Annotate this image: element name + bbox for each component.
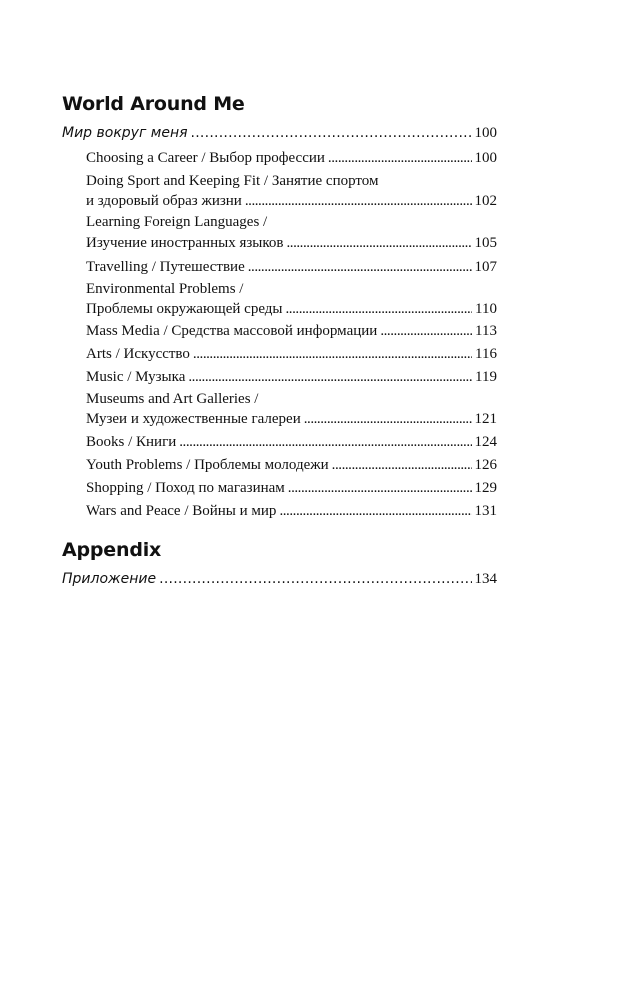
toc-entry-label: Travelling / Путешествие xyxy=(86,259,245,275)
toc-entry[interactable] xyxy=(86,408,497,430)
dot-leader xyxy=(188,366,472,388)
toc-entry[interactable] xyxy=(86,343,497,365)
toc-subtitle-row[interactable] xyxy=(62,122,497,144)
dot-leader xyxy=(193,343,472,365)
page-number: 124 xyxy=(474,434,497,450)
page-number: 119 xyxy=(475,369,497,385)
dot-leader xyxy=(288,477,472,499)
toc-entry[interactable] xyxy=(86,454,497,476)
toc-entry-label: Музеи и художественные галереи xyxy=(86,411,301,427)
toc-entry[interactable] xyxy=(86,366,497,388)
page-number: 107 xyxy=(474,259,497,275)
toc-entry-label: Проблемы окружающей среды xyxy=(86,301,283,317)
page-number: 131 xyxy=(474,503,497,519)
toc-subtitle-row[interactable] xyxy=(62,568,497,590)
dot-leader xyxy=(159,568,471,590)
toc-entry[interactable] xyxy=(86,147,497,169)
page-number: 100 xyxy=(474,150,497,166)
toc-subtitle-label: Мир вокруг меня xyxy=(62,125,188,141)
toc-entry[interactable] xyxy=(86,298,497,320)
toc-entry-line1[interactable]: Environmental Problems / xyxy=(86,281,244,297)
toc-entry-label: Music / Музыка xyxy=(86,369,186,385)
toc-entry[interactable] xyxy=(86,431,497,453)
dot-leader xyxy=(380,320,472,342)
dot-leader xyxy=(279,500,471,522)
toc-entry[interactable] xyxy=(86,232,497,254)
page-number: 134 xyxy=(474,571,497,587)
page-number: 116 xyxy=(475,346,497,362)
toc-entry-label: Wars and Peace / Войны и мир xyxy=(86,503,277,519)
dot-leader xyxy=(328,147,472,169)
dot-leader xyxy=(304,408,472,430)
dot-leader xyxy=(248,256,472,278)
page-number: 110 xyxy=(475,301,497,317)
dot-leader xyxy=(332,454,472,476)
toc-entry-line1[interactable]: Doing Sport and Keeping Fit / Занятие спортом xyxy=(86,173,379,189)
toc-entry[interactable] xyxy=(86,500,497,522)
toc-entry-label: Изучение иностранных языков xyxy=(86,235,284,251)
section-title-world-around-me: World Around Me xyxy=(62,93,245,115)
page-number: 102 xyxy=(474,193,497,209)
page-number: 100 xyxy=(474,125,497,141)
dot-leader xyxy=(286,232,471,254)
toc-entry-label: и здоровый образ жизни xyxy=(86,193,242,209)
page-number: 126 xyxy=(474,457,497,473)
toc-entry-line1[interactable]: Learning Foreign Languages / xyxy=(86,214,268,230)
toc-entry[interactable] xyxy=(86,190,497,212)
toc-entry-label: Youth Problems / Проблемы молодежи xyxy=(86,457,329,473)
page-number: 129 xyxy=(474,480,497,496)
toc-entry-label: Arts / Искусство xyxy=(86,346,190,362)
toc-entry-label: Books / Книги xyxy=(86,434,177,450)
toc-entry[interactable] xyxy=(86,477,497,499)
dot-leader xyxy=(179,431,471,453)
toc-subtitle-label: Приложение xyxy=(62,571,157,587)
toc-entry-label: Shopping / Поход по магазинам xyxy=(86,480,285,496)
page-number: 105 xyxy=(474,235,497,251)
toc-entry-label: Mass Media / Средства массовой информации xyxy=(86,323,378,339)
dot-leader xyxy=(245,190,472,212)
dot-leader xyxy=(286,298,473,320)
section-title-appendix: Appendix xyxy=(62,539,162,561)
dot-leader xyxy=(191,122,472,144)
toc-entry[interactable] xyxy=(86,256,497,278)
page-number: 121 xyxy=(474,411,497,427)
toc-entry-label: Choosing a Career / Выбор профессии xyxy=(86,150,325,166)
toc-entry[interactable] xyxy=(86,320,497,342)
toc-entry-line1[interactable]: Museums and Art Galleries / xyxy=(86,391,259,407)
page-number: 113 xyxy=(475,323,497,339)
